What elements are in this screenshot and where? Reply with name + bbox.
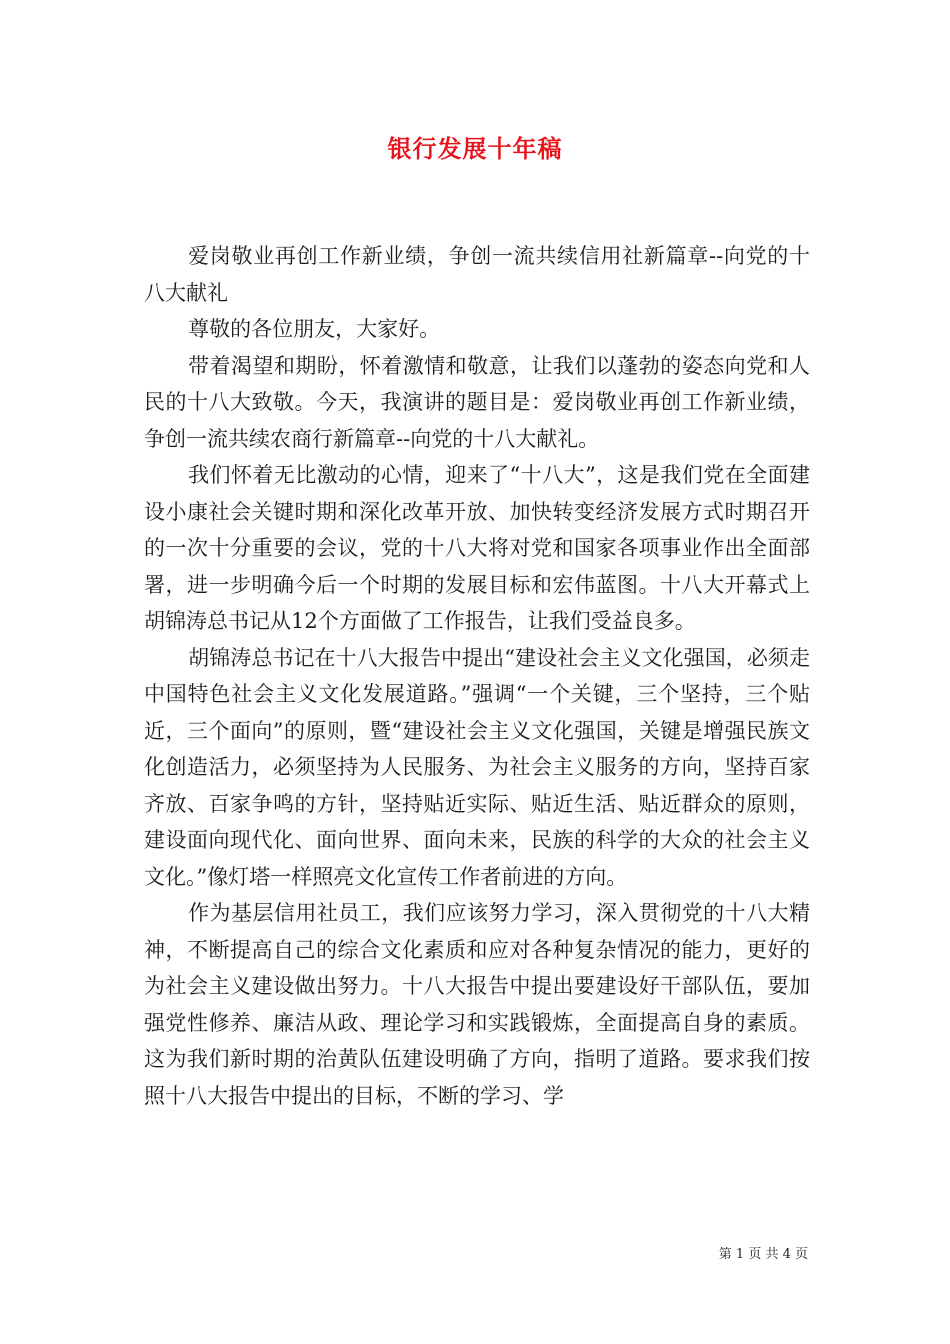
- paragraph-intro: 带着渴望和期盼，怀着激情和敬意，让我们以蓬勃的姿态向党和人民的十八大致敬。今天，我演讲的题目是：爱岗敬业再创工作新业绩，争创一流共续农商行新篇章--向党的十八大献礼。: [144, 353, 810, 451]
- paragraph-report: 胡锦涛总书记在十八大报告中提出“建设社会主义文化强国，必须走中国特色社会主义文化发展道路。”强调“一个关键，三个坚持，三个贴近，三个面向”的原则，暨“建设社会主义文化强国，关键是增强民族文化创造活力，必须坚持为人民服务、为社会主义服务的方向，坚持百家齐放、百家争鸣的方针，坚持贴近实际、贴近生活、贴近群众的原则，建设面向现代化、面向世界、面向未来，民族的科学的大众的社会主义文化。”像灯塔一样照亮文化宣传工作者前进的方向。: [144, 645, 810, 889]
- document-body: [144, 238, 810, 1114]
- paragraph-congress: 我们怀着无比激动的心情，迎来了“十八大”，这是我们党在全面建设小康社会关键时期和深化改革开放、加快转变经济发展方式时期召开的一次十分重要的会议，党的十八大将对党和国家各项事业作出全面部署，进一步明确今后一个时期的发展目标和宏伟蓝图。十八大开幕式上胡锦涛总书记从12个方面做了工作报告，让我们受益良多。: [144, 463, 810, 633]
- page-number-footer: 第 1 页 共 4 页: [718, 1247, 808, 1262]
- paragraph-staff: 作为基层信用社员工，我们应该努力学习，深入贯彻党的十八大精神，不断提高自己的综合文化素质和应对各种复杂情况的能力，更好的为社会主义建设做出努力。十八大报告中提出要建设好干部队伍，要加强党性修养、廉洁从政、理论学习和实践锻炼，全面提高自身的素质。这为我们新时期的治黄队伍建设明确了方向，指明了道路。要求我们按照十八大报告中提出的目标，不断的学习、学: [144, 901, 810, 1108]
- paragraph-greeting: 尊敬的各位朋友，大家好。: [188, 317, 441, 341]
- document-title: 银行发展十年稿: [387, 134, 563, 163]
- paragraph-subtitle: 爱岗敬业再创工作新业绩，争创一流共续信用社新篇章--向党的十八大献礼: [144, 244, 810, 305]
